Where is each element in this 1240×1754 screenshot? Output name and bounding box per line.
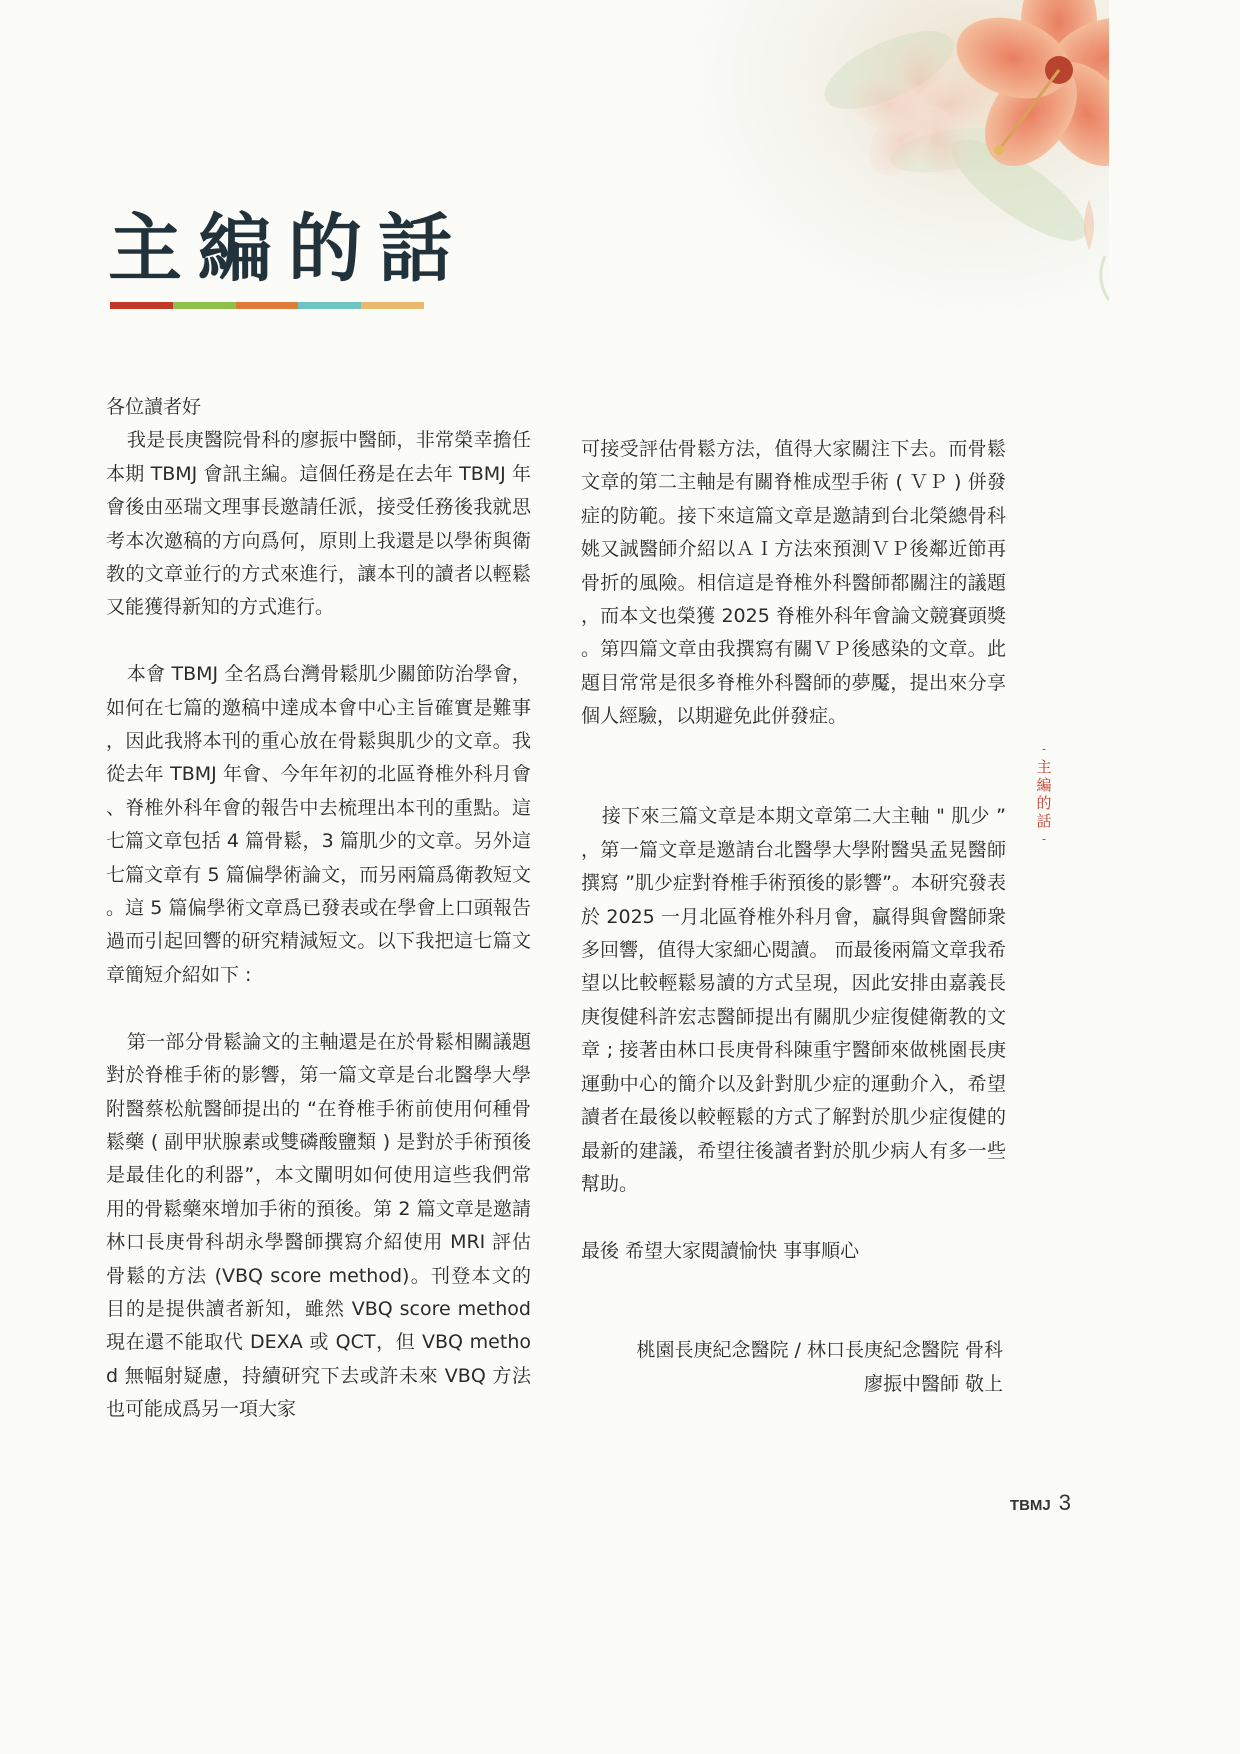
side-label-dash-top: - [1041,742,1047,756]
greeting: 各位讀者好 [106,396,202,418]
page-title: 主編的話 [108,206,468,292]
title-underline-bar [110,302,424,309]
paragraph-osteoporosis-part1: 第一部分骨鬆論文的主軸還是在於骨鬆相關議題對於脊椎手術的影響，第一篇文章是台北醫學大學附醫蔡松航醫師提出的 “在脊椎手術前使用何種骨鬆藥 ( 副甲狀腺素或雙磷酸鹽類 ) 是對於手術預後是最佳化的利器”，本文闡明如何使用這些我們常用的骨鬆藥來增加手術的預後。第 2 篇文章是邀請林口長庚骨科胡永學醫師撰寫介紹使用 MRI 評估骨鬆的方法 (VBQ score method)。刊登本文的目的是提供讀者新知，雖然 VBQ score method 現在還不能取代 DEXA 或 QCT，但 VBQ method 無幅射疑慮，持續研究下去或許未來 VBQ 方法也可能成爲另一項大家 [106,1030,531,1421]
paragraph-osteoporosis-part2: 可接受評估骨鬆方法，值得大家關注下去。而骨鬆文章的第二主軸是有關脊椎成型手術 ( ＶＰ ) 併發症的防範。接下來這篇文章是邀請到台北榮總骨科姚又誠醫師介紹以ＡＩ方法來預測ＶＰ後鄰近節再骨折的風險。相信這是脊椎外科醫師都關注的議題，而本文也榮獲 2025 脊椎外科年會論文競賽頭獎。第四篇文章由我撰寫有關ＶＰ後感染的文章。此題目常常是很多脊椎外科醫師的夢魘，提出來分享個人經驗，以期避免此併發症。 [581,438,1006,728]
paragraph-gap [581,1201,1006,1234]
paragraph-society: 本會 TBMJ 全名爲台灣骨鬆肌少關節防治學會，如何在七篇的邀稿中達成本會中心主旨確實是難事，因此我將本刊的重心放在骨鬆與肌少的文章。我從去年 TBMJ 年會、今年年初的北區脊椎外科月會、脊椎外科年會的報告中去梳理出本刊的重點。這七篇文章包括 4 篇骨鬆，3 篇肌少的文章。另外這七篇文章有 5 篇偏學術論文，而另兩篇爲衛教短文。這 5 篇偏學術文章爲已發表或在學會上口頭報告過而引起回響的研究精減短文。以下我把這七篇文章簡短介紹如下 : [106,663,531,986]
paragraph-gap [581,734,1006,767]
article-column-left [106,391,531,1427]
page-footer [1010,1490,1071,1516]
side-label-char: 編 [1036,776,1052,794]
title-bar-segment-green [173,302,236,309]
paragraph-gap [106,992,531,1025]
journal-name: TBMJ [1009,1497,1051,1514]
section-side-label [1034,740,1054,848]
article-column-right [581,433,1006,1268]
title-bar-segment-gold [361,302,424,309]
signature-author: 廖振中醫師 敬上 [863,1373,1003,1395]
signature-affiliation: 桃園長庚紀念醫院 / 林口長庚紀念醫院 骨科 [636,1339,1003,1361]
paragraph-gap [106,625,531,658]
side-label-char: 話 [1036,812,1052,830]
page-number: 3 [1058,1490,1071,1515]
title-bar-segment-orange [236,302,299,309]
paragraph-intro: 我是長庚醫院骨科的廖振中醫師，非常榮幸擔任本期 TBMJ 會訊主編。這個任務是在去年 TBMJ 年會後由巫瑞文理事長邀請任派，接受任務後我就思考本次邀稿的方向爲何，原則上我還是以學術與衛教的文章並行的方式來進行，讓本刊的讀者以輕鬆又能獲得新知的方式進行。 [106,429,531,619]
paragraph-sarcopenia: 接下來三篇文章是本期文章第二大主軸 " 肌少 ”，第一篇文章是邀請台北醫學大學附醫吳孟晃醫師撰寫 ”肌少症對脊椎手術預後的影響”。本研究發表於 2025 一月北區脊椎外科月會，贏得與會醫師衆多回響，值得大家細心閱讀。 而最後兩篇文章我希望以比較輕鬆易讀的方式呈現，因此安排由嘉義長庚復健科許宏志醫師提出有關肌少症復健衛教的文章 ; 接著由林口長庚骨科陳重宇醫師來做桃園長庚運動中心的簡介以及針對肌少症的運動介入，希望讀者在最後以較輕鬆的方式了解對於肌少症復健的最新的建議，希望往後讀者對於肌少病人有多一些幫助。 [581,805,1006,1195]
title-bar-segment-red [110,302,173,309]
title-bar-segment-teal [298,302,361,309]
side-label-char: 主 [1036,758,1052,776]
side-label-dash-bottom: - [1041,832,1047,846]
closing-line: 最後 希望大家閱讀愉快 事事順心 [581,1239,860,1262]
signature-block [636,1333,1003,1401]
hibiscus-flower-background [589,0,1109,430]
side-label-char: 的 [1036,794,1052,812]
paragraph-gap [581,767,1006,800]
